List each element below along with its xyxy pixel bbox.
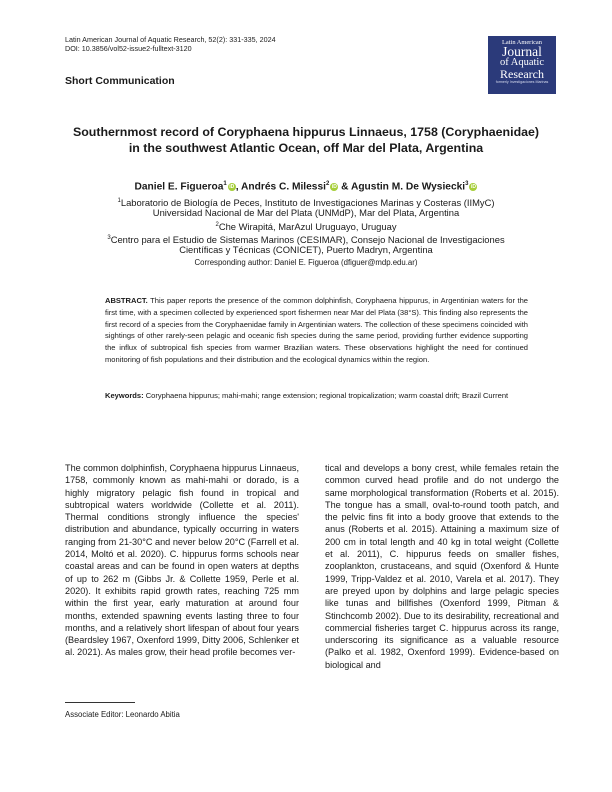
affiliation-1-line1: $^1$Laboratorio de Biología de Peces, Instituto de Investigaciones Marinas y Costeras (IIMyC): [117, 197, 495, 209]
affiliation-3-line2: Científicas y Técnicas (CONICET), Puerto Madryn, Argentina: [179, 244, 433, 255]
affiliation-2: $^2$Che Wirapitá, MarAzul Uruguayo, Uruguay: [215, 221, 397, 233]
journal-logo: [488, 36, 556, 94]
paper-title: [50, 124, 562, 156]
title-line2: in the southwest Atlantic Ocean, off Mar del Plata, Argentina: [128, 141, 484, 155]
affiliation-1-line2: Universidad Nacional de Mar del Plata (UNMdP), Mar del Plata, Argentina: [152, 207, 460, 218]
logo-tagline: formerly Investigaciones Marinas: [495, 80, 549, 84]
abstract-text: This paper reports the presence of the common dolphinfish, Coryphaena hippurus, in Argentinian waters for the first time, with a specimen collected by experienced sport fishermen near Mar del Plata (38°S). This finding also represents the first record of a species from the Coryphaenidae family in Argentinian waters. The collection of these specimens coincided with sightings of other rarely-seen pelagic and oceanic fish species during the same period, providing further evidence supporting the influx of subtropical fish species from warmer Brazilian waters. These observations highlight the need for continued monitoring of fish populations and their distribution and the ecological dynamics within the region.: [105, 296, 528, 364]
author-name: Daniel E. Figueroa: [134, 181, 224, 193]
corresponding-author: Corresponding author: Daniel E. Figueroa (dfiguer@mdp.edu.ar): [194, 258, 418, 267]
orcid-icon[interactable]: iD: [470, 184, 476, 191]
affiliation-3-line1: $^3$Centro para el Estudio de Sistemas Marinos (CESIMAR), Consejo Nacional de Investigaciones: [107, 234, 505, 246]
author-name: Andrés C. Milessi: [241, 181, 326, 193]
section-label: Short Communication: [65, 75, 175, 87]
footnote-divider: [65, 702, 135, 703]
body-paragraph: The common dolphinfish, Coryphaena hippurus Linnaeus, 1758, commonly known as mahi-mahi or dorado, is a highly migratory pelagic fish found in tropical and subtropical waters worldwide (Collette et al. 2011). Thermal conditions strongly influence the species' distribution and abundance, typically occurring in waters ranging from 21-30°C and never below 20°C (Farrell et al. 2014, Moltó et al. 2020). C. hippurus forms schools near coastal areas and can be found in open waters at depths of up to 262 m (Gibbs Jr. & Collette 1959, Perle et al. 2020). It exhibits rapid growth rates, reaching 725 mm within the first year, early maturation at around four months, extended spawning events lasting three to four months, and a relatively short lifespan of about four years (Beardsley 1967, Oxenford 1999, Ditty 2006, Schlenker et al. 2021). As males grow, their head profile becomes ver-: [65, 463, 299, 658]
keywords-text: Coryphaena hippurus; mahi-mahi; range extension; regional tropicalization; warm coastal drift; Brazil Current: [145, 391, 509, 400]
logo-line4: Research: [500, 67, 544, 81]
orcid-icon[interactable]: iD: [331, 184, 337, 191]
keywords-label: Keywords:: [105, 391, 144, 400]
keywords: [105, 390, 528, 402]
author-separator: &: [338, 181, 351, 193]
body-column-right: [325, 462, 559, 671]
logo-line1: Latin American: [502, 39, 542, 46]
author-name: Agustin M. De Wysiecki: [350, 181, 466, 193]
author-sup: 3: [465, 181, 469, 187]
footnote: Associate Editor: Leonardo Abitia: [65, 710, 180, 719]
logo-line3: of Aquatic: [499, 57, 545, 68]
author-sup: 2: [325, 181, 330, 187]
author-sup: 1: [223, 181, 227, 187]
abstract: [105, 295, 528, 366]
orcid-icon[interactable]: iD: [229, 184, 235, 191]
author-separator: ,: [235, 181, 242, 193]
author-list: [50, 181, 562, 192]
doi[interactable]: DOI: 10.3856/vol52-issue2-fulltext-3120: [65, 44, 192, 53]
title-line1: Southernmost record of Coryphaena hippurus Linnaeus, 1758 (Coryphaenidae): [72, 125, 540, 139]
body-column-left: [65, 462, 299, 659]
logo-line2: Journal: [502, 44, 542, 59]
journal-citation: Latin American Journal of Aquatic Research, 52(2): 331-335, 2024: [65, 35, 276, 44]
abstract-label: ABSTRACT.: [105, 296, 148, 305]
body-paragraph: tical and develops a bony crest, while females retain the common curved head profile and do not undergo the same morphological transformation (Roberts et al. 2015). The tongue has a small, oval-to-round tooth patch, and the pelvic fins fit into a body groove that extends to the anus (Roberts et al. 2015). Attaining a maximum size of 200 cm in total length and 40 kg in total weight (Collette et al. 2011), C. hippurus feeds on smaller fishes, zooplankton, crustaceans, and squid (Oxenford & Hunte 1999, Tripp-Valdez et al. 2010, Varela et al. 2017). They are preyed upon by dolphins and large pelagic species like tunas and billfishes (Oxenford 1999, Pitman & Stinchcomb 2002). Due to its desirability, recreational and commercial fisheries target C. hippurus across its range, underscoring its significance as a valuable resource (Palko et al. 1982, Oxenford 1999). Evidence-based on biological and: [325, 463, 559, 670]
